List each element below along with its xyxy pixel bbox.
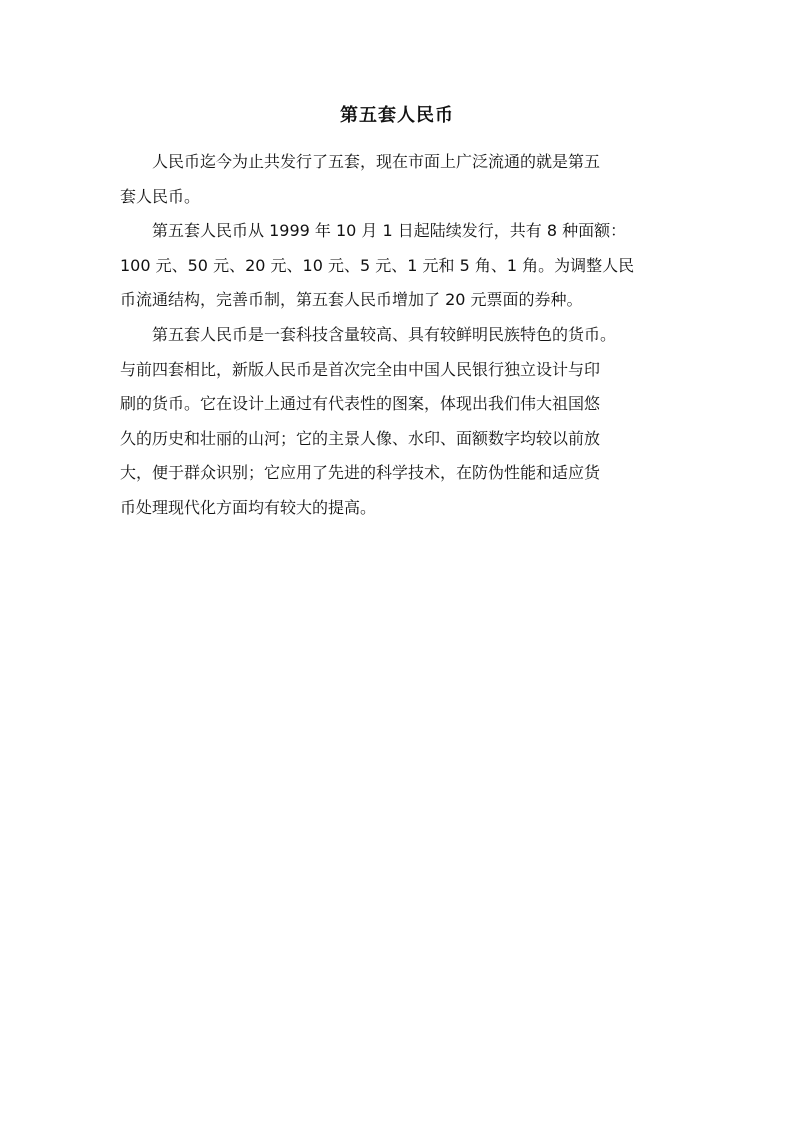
paragraph-3-line-5: 大，便于群众识别；它应用了先进的科学技术，在防伪性能和适应货 xyxy=(120,463,601,483)
document-body xyxy=(120,145,680,526)
document-title: 第五套人民币 xyxy=(340,105,454,126)
paragraph-3-line-3: 刷的货币。它在设计上通过有代表性的图案，体现出我们伟大祖国悠 xyxy=(120,394,601,414)
paragraph-3-line-1: 第五套人民币是一套科技含量较高、具有较鲜明民族特色的货币。 xyxy=(152,324,617,344)
paragraph-1 xyxy=(120,145,680,214)
paragraph-2 xyxy=(120,214,680,318)
paragraph-2-line-2: 100 元、50 元、20 元、10 元、5 元、1 元和 5 角、1 角。为调整人民 xyxy=(120,255,635,275)
paragraph-2-line-3: 币流通结构，完善币制，第五套人民币增加了 20 元票面的券种。 xyxy=(120,290,583,310)
paragraph-1-line-1: 人民币迄今为止共发行了五套，现在市面上广泛流通的就是第五 xyxy=(152,152,601,171)
paragraph-3-line-4: 久的历史和壮丽的山河；它的主景人像、水印、面额数字均较以前放 xyxy=(120,428,601,448)
paragraph-3-line-2: 与前四套相比，新版人民币是首次完全由中国人民银行独立设计与印 xyxy=(120,359,601,379)
paragraph-2-line-1: 第五套人民币从 1999 年 10 月 1 日起陆续发行，共有 8 种面额： xyxy=(152,221,627,241)
paragraph-1-line-2: 套人民币。 xyxy=(120,186,201,206)
paragraph-3 xyxy=(120,318,680,526)
paragraph-3-line-6: 币处理现代化方面均有较大的提高。 xyxy=(120,497,377,517)
